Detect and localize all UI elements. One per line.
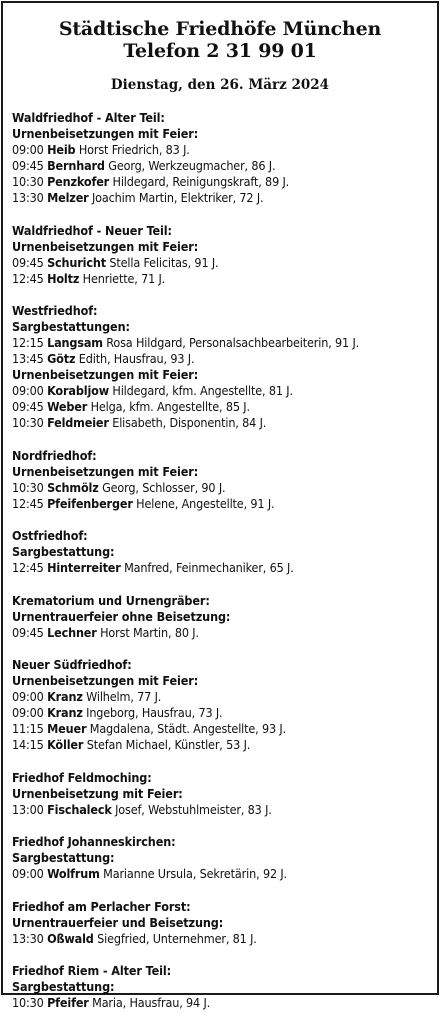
entry-details: Georg, Werkzeugmacher, 86 J. <box>108 158 276 173</box>
entry-surname: Fischaleck <box>47 801 112 817</box>
cemetery-name: Waldfriedhof - Alter Teil: <box>12 110 165 125</box>
entry-surname: Feldmeier <box>47 415 109 430</box>
funeral-entry <box>12 802 431 818</box>
entry-details: Rosa Hildgard, Personalsachbearbeiterin, 91 J. <box>106 335 360 350</box>
entry-time: 12:45 <box>12 560 44 575</box>
entry-surname: Holtz <box>47 270 80 286</box>
cemetery-section <box>12 223 431 287</box>
entry-time: 09:00 <box>12 705 44 720</box>
entry-surname: Pfeifenberger <box>47 495 133 511</box>
entry-surname: Heib <box>47 142 76 157</box>
ceremony-type: Urnenbeisetzungen mit Feier: <box>12 367 199 382</box>
entry-time: 12:45 <box>12 495 44 511</box>
entry-surname: Hinterreiter <box>47 560 121 575</box>
entry-details: Ingeborg, Hausfrau, 73 J. <box>86 705 223 720</box>
entry-surname: Kranz <box>47 705 83 720</box>
cemetery-name: Friedhof Riem - Alter Teil: <box>12 963 172 978</box>
funeral-entry <box>12 158 431 174</box>
entry-details: Wilhelm, 77 J. <box>86 689 162 704</box>
entry-surname: Götz <box>47 351 76 366</box>
entry-details: Helene, Angestellte, 91 J. <box>136 495 275 511</box>
funeral-entry <box>12 335 431 351</box>
entry-time: 09:45 <box>12 158 44 173</box>
entry-time: 09:45 <box>12 399 44 414</box>
funeral-entry <box>12 255 431 271</box>
entry-time: 10:30 <box>12 415 44 430</box>
entry-time: 09:00 <box>12 142 44 157</box>
ceremony-type: Sargbestattung: <box>12 544 115 559</box>
cemetery-section <box>12 593 431 641</box>
entry-details: Horst Martin, 80 J. <box>100 624 199 640</box>
entry-surname: Wolfrum <box>47 866 100 881</box>
entry-time: 09:00 <box>12 866 44 881</box>
funeral-entry <box>12 383 431 399</box>
notice-header <box>3 3 437 93</box>
cemetery-name: Ostfriedhof: <box>12 528 88 543</box>
cemetery-section <box>12 303 431 431</box>
funeral-entry <box>12 271 431 287</box>
entry-details: Marianne Ursula, Sekretärin, 92 J. <box>103 866 287 881</box>
ceremony-type: Sargbestattungen: <box>12 319 130 334</box>
entry-time: 10:30 <box>12 174 44 189</box>
ceremony-type: Urnenbeisetzungen mit Feier: <box>12 463 199 479</box>
entry-details: Maria, Hausfrau, 94 J. <box>92 995 211 1010</box>
cemetery-section <box>12 770 431 818</box>
entry-details: Manfred, Feinmechaniker, 65 J. <box>124 560 294 575</box>
ceremony-type: Urnenbeisetzungen mit Feier: <box>12 673 199 688</box>
entry-time: 09:00 <box>12 689 44 704</box>
entry-surname: Lechner <box>47 624 97 640</box>
entry-surname: Oßwald <box>47 930 94 946</box>
ceremony-type: Sargbestattung: <box>12 850 115 865</box>
ceremony-type: Urnentrauerfeier und Beisetzung: <box>12 914 224 930</box>
entry-details: Horst Friedrich, 83 J. <box>78 142 190 157</box>
entry-details: Edith, Hausfrau, 93 J. <box>78 351 195 366</box>
entry-surname: Köller <box>47 737 84 752</box>
funeral-entry <box>12 142 431 158</box>
entry-time: 09:45 <box>12 254 44 270</box>
notice-phone: Telefon 2 31 99 01 <box>123 40 317 62</box>
entry-details: Stella Felicitas, 91 J. <box>109 254 219 270</box>
entry-time: 13:30 <box>12 930 44 946</box>
cemetery-name: Friedhof Feldmoching: <box>12 769 152 785</box>
entry-details: Hildegard, kfm. Angestellte, 81 J. <box>112 383 293 398</box>
entry-surname: Penzkofer <box>47 174 110 189</box>
entry-surname: Schmölz <box>47 479 99 495</box>
entry-details: Henriette, 71 J. <box>82 270 166 286</box>
funeral-entry <box>12 480 431 496</box>
entry-details: Siegfried, Unternehmer, 81 J. <box>97 930 257 946</box>
entry-surname: Bernhard <box>47 158 105 173</box>
notice-title: Städtische Friedhöfe München <box>58 18 382 40</box>
entry-time: 14:15 <box>12 737 44 752</box>
entry-details: Magdalena, Städt. Angestellte, 93 J. <box>89 721 287 736</box>
entry-time: 12:45 <box>12 270 44 286</box>
entry-details: Joachim Martin, Elektriker, 72 J. <box>92 190 264 205</box>
entry-details: Josef, Webstuhlmeister, 83 J. <box>115 801 272 817</box>
funeral-notice <box>1 1 439 1010</box>
cemetery-name: Neuer Südfriedhof: <box>12 657 132 672</box>
entry-surname: Schuricht <box>47 254 106 270</box>
entry-surname: Kranz <box>47 689 83 704</box>
ceremony-type: Sargbestattung: <box>12 979 115 994</box>
entry-time: 09:45 <box>12 624 44 640</box>
entry-details: Hildegard, Reinigungskraft, 89 J. <box>112 174 290 189</box>
funeral-entry <box>12 625 431 641</box>
funeral-entry <box>12 689 431 705</box>
entry-time: 11:15 <box>12 721 44 736</box>
funeral-entry <box>12 737 431 753</box>
entry-time: 13:00 <box>12 801 44 817</box>
entry-surname: Korabljow <box>47 383 109 398</box>
funeral-entry <box>12 496 431 512</box>
ceremony-type: Urnentrauerfeier ohne Beisetzung: <box>12 608 231 624</box>
funeral-entry <box>12 931 431 947</box>
funeral-entry <box>12 351 431 367</box>
cemetery-name: Waldfriedhof - Neuer Teil: <box>12 222 172 238</box>
entry-time: 13:45 <box>12 351 44 366</box>
cemetery-name: Krematorium und Urnengräber: <box>12 592 210 608</box>
funeral-entry <box>12 705 431 721</box>
cemetery-name: Westfriedhof: <box>12 303 98 318</box>
funeral-entry <box>12 866 431 882</box>
ceremony-type: Urnenbeisetzungen mit Feier: <box>12 126 199 141</box>
cemetery-section <box>12 963 431 1011</box>
entry-time: 09:00 <box>12 383 44 398</box>
entry-details: Georg, Schlosser, 90 J. <box>102 479 226 495</box>
cemetery-section <box>12 657 431 753</box>
funeral-entry <box>12 721 431 737</box>
entry-time: 10:30 <box>12 479 44 495</box>
notice-date: Dienstag, den 26. März 2024 <box>110 77 330 93</box>
cemetery-sections <box>12 110 431 1028</box>
entry-time: 13:30 <box>12 190 44 205</box>
cemetery-name: Friedhof Johanneskirchen: <box>12 834 176 849</box>
cemetery-name: Nordfriedhof: <box>12 447 97 463</box>
cemetery-section <box>12 528 431 576</box>
funeral-entry <box>12 995 431 1011</box>
funeral-entry <box>12 399 431 415</box>
cemetery-section <box>12 448 431 512</box>
ceremony-type: Urnenbeisetzungen mit Feier: <box>12 238 199 254</box>
cemetery-section <box>12 834 431 882</box>
funeral-entry <box>12 560 431 576</box>
entry-details: Helga, kfm. Angestellte, 85 J. <box>90 399 250 414</box>
entry-surname: Weber <box>47 399 88 414</box>
entry-time: 12:15 <box>12 335 44 350</box>
ceremony-type: Urnenbeisetzung mit Feier: <box>12 785 183 801</box>
cemetery-section <box>12 110 431 206</box>
cemetery-section <box>12 899 431 947</box>
entry-surname: Meuer <box>47 721 87 736</box>
entry-surname: Melzer <box>47 190 89 205</box>
entry-surname: Langsam <box>47 335 103 350</box>
funeral-entry <box>12 190 431 206</box>
funeral-entry <box>12 174 431 190</box>
funeral-entry <box>12 415 431 431</box>
entry-time: 10:30 <box>12 995 44 1010</box>
entry-details: Stefan Michael, Künstler, 53 J. <box>86 737 251 752</box>
entry-surname: Pfeifer <box>47 995 89 1010</box>
entry-details: Elisabeth, Disponentin, 84 J. <box>112 415 267 430</box>
cemetery-name: Friedhof am Perlacher Forst: <box>12 898 191 914</box>
